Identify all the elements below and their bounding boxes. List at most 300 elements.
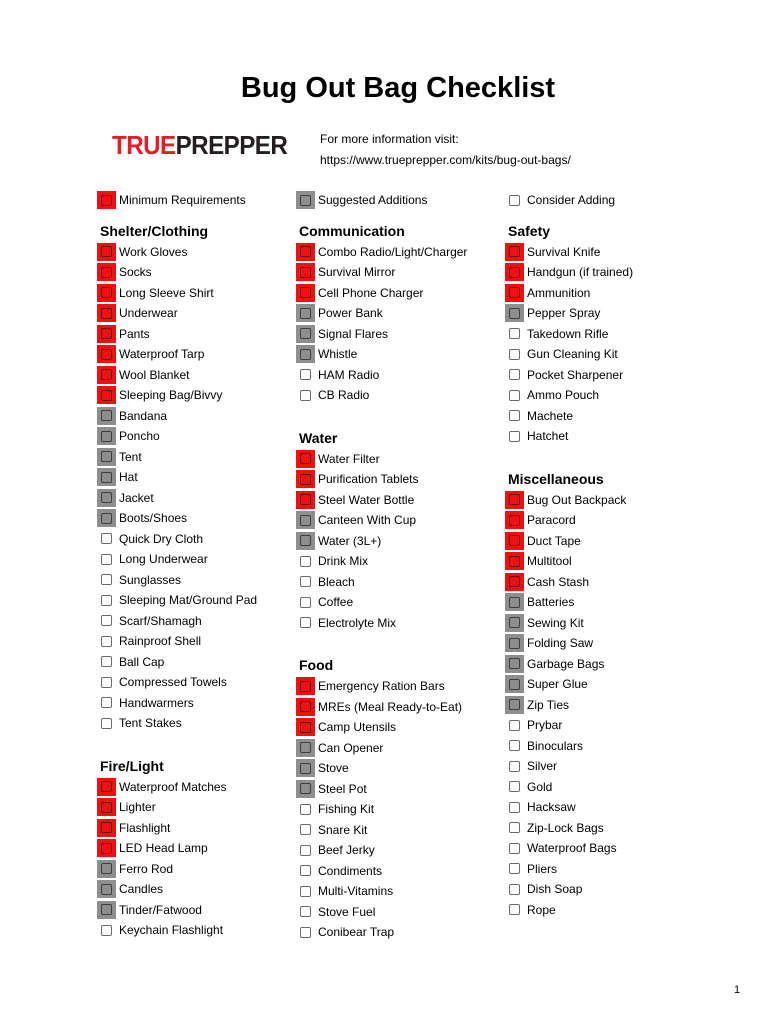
item-label: Electrolyte Mix (318, 615, 397, 630)
item-label: Consider Adding (527, 193, 616, 207)
checkbox-square-icon (509, 431, 520, 442)
checkbox-minimum[interactable] (505, 532, 524, 550)
checkbox-square-icon (101, 246, 112, 257)
checkbox-consider[interactable] (505, 798, 524, 816)
item-label: Rope (527, 902, 556, 917)
item-label: Waterproof Tarp (119, 347, 205, 361)
checkbox-suggested[interactable] (505, 634, 524, 652)
item-label: Pocket Sharpener (527, 367, 624, 382)
item-label: Work Gloves (119, 244, 188, 259)
checkbox-suggested[interactable] (505, 593, 524, 611)
item-label: Coffee (318, 595, 354, 609)
item-label: Candles (119, 882, 164, 896)
checkbox-consider[interactable] (296, 800, 315, 818)
trueprepper-logo (112, 130, 287, 161)
checkbox-suggested[interactable] (505, 614, 524, 632)
checkbox-minimum[interactable] (97, 345, 116, 363)
checkbox-square-icon (509, 390, 520, 401)
item-label: MREs (Meal Ready-to-Eat) (318, 699, 463, 714)
checkbox-square-icon (101, 843, 112, 854)
checkbox-square-icon (300, 535, 311, 546)
item-label: Hatchet (527, 429, 569, 443)
checkbox-suggested[interactable] (296, 759, 315, 777)
checkbox-square-icon (101, 822, 112, 833)
checkbox-minimum[interactable] (97, 284, 116, 302)
checkbox-consider[interactable] (97, 714, 116, 732)
checkbox-square-icon (509, 597, 520, 608)
item-label: Handgun (if trained) (527, 265, 634, 279)
item-label: Canteen With Cup (318, 513, 417, 527)
item-label: Suggested Additions (318, 193, 428, 207)
checkbox-consider[interactable] (505, 191, 524, 209)
item-label: HAM Radio (318, 367, 380, 382)
item-label: Gold (527, 779, 553, 794)
checkbox-minimum[interactable] (97, 325, 116, 343)
checkbox-minimum[interactable] (296, 677, 315, 695)
checkbox-square-icon (300, 906, 311, 917)
item-label: Cell Phone Charger (318, 285, 424, 300)
checkbox-minimum[interactable] (97, 304, 116, 322)
item-label: Tent (119, 449, 142, 464)
item-label: Hat (119, 470, 138, 484)
checkbox-square-icon (509, 761, 520, 772)
item-label: Pants (119, 326, 150, 341)
checkbox-minimum[interactable] (505, 243, 524, 261)
item-label: Hacksaw (527, 800, 576, 814)
checkbox-square-icon (300, 246, 311, 257)
checkbox-consider[interactable] (505, 386, 524, 404)
checkbox-consider[interactable] (97, 673, 116, 691)
checkbox-square-icon (300, 824, 311, 835)
item-label: Duct Tape (527, 533, 581, 548)
checkbox-square-icon (101, 431, 112, 442)
checkbox-square-icon (300, 576, 311, 587)
item-label: Camp Utensils (318, 720, 397, 734)
checkbox-consider[interactable] (505, 757, 524, 775)
checkbox-square-icon (101, 677, 112, 688)
checkbox-minimum[interactable] (97, 386, 116, 404)
checkbox-square-icon (101, 554, 112, 565)
item-label: Rainproof Shell (119, 634, 202, 648)
item-label: Quick Dry Cloth (119, 531, 204, 546)
checkbox-consider[interactable] (97, 530, 116, 548)
checkbox-consider[interactable] (505, 778, 524, 796)
checkbox-suggested[interactable] (296, 191, 315, 209)
checkbox-consider[interactable] (97, 571, 116, 589)
logo-part-prepper: PREPPER (175, 130, 288, 160)
item-label: Binoculars (527, 738, 584, 753)
checkbox-minimum[interactable] (97, 798, 116, 816)
checkbox-square-icon (300, 349, 311, 360)
checkbox-square-icon (101, 781, 112, 792)
checkbox-square-icon (101, 925, 112, 936)
item-label: Cash Stash (527, 574, 590, 589)
checkbox-square-icon (101, 533, 112, 544)
checkbox-suggested[interactable] (97, 489, 116, 507)
checkbox-minimum[interactable] (296, 243, 315, 261)
checkbox-square-icon (101, 390, 112, 401)
checkbox-suggested[interactable] (296, 345, 315, 363)
item-label: Machete (527, 408, 574, 423)
item-label: Pliers (527, 861, 558, 876)
checkbox-square-icon (300, 783, 311, 794)
item-label: Sewing Kit (527, 615, 584, 630)
checkbox-square-icon (509, 720, 520, 731)
checkbox-suggested[interactable] (97, 448, 116, 466)
page-title: Bug Out Bag Checklist (240, 72, 556, 104)
checkbox-square-icon (509, 369, 520, 380)
checkbox-square-icon (101, 328, 112, 339)
checkbox-suggested[interactable] (296, 780, 315, 798)
checkbox-consider[interactable] (505, 839, 524, 857)
item-label: Folding Saw (527, 636, 594, 650)
item-label: Jacket (119, 490, 154, 505)
item-label: Lighter (119, 800, 156, 814)
item-label: Ferro Rod (119, 861, 174, 876)
checkbox-square-icon (101, 656, 112, 667)
checkbox-square-icon (101, 718, 112, 729)
checkbox-square-icon (300, 328, 311, 339)
checkbox-square-icon (509, 246, 520, 257)
checkbox-square-icon (300, 617, 311, 628)
item-label: Bandana (119, 408, 168, 423)
checkbox-suggested[interactable] (97, 407, 116, 425)
item-label: Compressed Towels (119, 675, 227, 689)
checkbox-minimum[interactable] (296, 491, 315, 509)
item-label: Paracord (527, 513, 576, 527)
item-label: Dish Soap (527, 882, 583, 896)
checkbox-minimum[interactable] (97, 819, 116, 837)
checkbox-minimum[interactable] (505, 511, 524, 529)
checkbox-consider[interactable] (505, 325, 524, 343)
checkbox-consider[interactable] (296, 593, 315, 611)
item-label: Steel Water Bottle (318, 492, 415, 507)
checkbox-square-icon (509, 349, 520, 360)
checkbox-square-icon (101, 369, 112, 380)
checkbox-consider[interactable] (296, 614, 315, 632)
page-number: 1 (734, 984, 741, 996)
item-label: Long Sleeve Shirt (119, 285, 214, 300)
checkbox-square-icon (509, 904, 520, 915)
checkbox-minimum[interactable] (296, 450, 315, 468)
item-label: Poncho (119, 429, 160, 443)
checkbox-square-icon (101, 615, 112, 626)
item-label: Steel Pot (318, 781, 367, 796)
checkbox-square-icon (509, 802, 520, 813)
checkbox-consider[interactable] (505, 819, 524, 837)
checkbox-minimum[interactable] (97, 839, 116, 857)
checkbox-minimum[interactable] (505, 284, 524, 302)
item-label: Scarf/Shamagh (119, 613, 202, 628)
checkbox-minimum[interactable] (97, 191, 116, 209)
checkbox-square-icon (509, 308, 520, 319)
checkbox-square-icon (300, 453, 311, 464)
checkbox-consider[interactable] (97, 921, 116, 939)
item-label: Gun Cleaning Kit (527, 347, 618, 361)
checkbox-square-icon (101, 492, 112, 503)
info-text: For more information visit: (320, 132, 459, 146)
item-label: Ammunition (527, 285, 591, 300)
checkbox-square-icon (101, 884, 112, 895)
checkbox-square-icon (300, 195, 311, 206)
item-label: Wool Blanket (119, 367, 190, 382)
item-label: Waterproof Bags (527, 841, 617, 855)
checkbox-consider[interactable] (505, 345, 524, 363)
checkbox-square-icon (300, 701, 311, 712)
checkbox-minimum[interactable] (296, 263, 315, 281)
checkbox-suggested[interactable] (505, 696, 524, 714)
checkbox-square-icon (101, 595, 112, 606)
checkbox-suggested[interactable] (97, 901, 116, 919)
checkbox-square-icon (300, 804, 311, 815)
item-label: Conibear Trap (318, 925, 395, 939)
checkbox-minimum[interactable] (97, 263, 116, 281)
section-title: Fire/Light (100, 757, 164, 774)
checkbox-square-icon (101, 410, 112, 421)
item-label: Whistle (318, 347, 358, 361)
section-title: Water (299, 429, 338, 446)
checkbox-consider[interactable] (296, 552, 315, 570)
item-label: Underwear (119, 306, 178, 320)
checkbox-square-icon (101, 472, 112, 483)
checkbox-square-icon (101, 904, 112, 915)
checkbox-consider[interactable] (505, 407, 524, 425)
item-label: Socks (119, 265, 152, 279)
checkbox-square-icon (300, 474, 311, 485)
item-label: Minimum Requirements (119, 193, 246, 207)
item-label: Prybar (527, 718, 563, 732)
item-label: Purification Tablets (318, 472, 419, 486)
checkbox-minimum[interactable] (97, 366, 116, 384)
checkbox-suggested[interactable] (296, 532, 315, 550)
section-title: Communication (299, 222, 405, 239)
item-label: Snare Kit (318, 822, 368, 837)
item-label: Batteries (527, 595, 575, 609)
checkbox-suggested[interactable] (97, 468, 116, 486)
checkbox-square-icon (509, 679, 520, 690)
section-title: Shelter/Clothing (100, 222, 209, 239)
checkbox-square-icon (509, 576, 520, 587)
checkbox-square-icon (509, 195, 520, 206)
checkbox-consider[interactable] (505, 880, 524, 898)
checkbox-square-icon (509, 822, 520, 833)
checkbox-square-icon (509, 638, 520, 649)
checkbox-square-icon (509, 410, 520, 421)
checkbox-consider[interactable] (505, 427, 524, 445)
item-label: Sleeping Bag/Bivvy (119, 388, 223, 402)
checkbox-consider[interactable] (97, 653, 116, 671)
item-label: Emergency Ration Bars (318, 679, 445, 693)
checkbox-square-icon (101, 574, 112, 585)
checkbox-square-icon (509, 617, 520, 628)
checkbox-consider[interactable] (296, 386, 315, 404)
item-label: Zip Ties (527, 697, 570, 712)
item-label: Silver (527, 759, 558, 773)
info-link[interactable]: https://www.trueprepper.com/kits/bug-out-bags/ (320, 153, 571, 167)
item-label: Sunglasses (119, 572, 182, 587)
checkbox-square-icon (300, 722, 311, 733)
checkbox-minimum[interactable] (296, 284, 315, 302)
item-label: Can Opener (318, 740, 384, 755)
item-label: Survival Mirror (318, 265, 396, 279)
item-label: Super Glue (527, 677, 588, 691)
checkbox-suggested[interactable] (505, 675, 524, 693)
checkbox-suggested[interactable] (97, 427, 116, 445)
item-label: Power Bank (318, 306, 383, 320)
checkbox-consider[interactable] (505, 366, 524, 384)
checkbox-square-icon (300, 597, 311, 608)
checkbox-consider[interactable] (296, 882, 315, 900)
checkbox-square-icon (300, 845, 311, 856)
item-label: Ball Cap (119, 654, 165, 669)
checkbox-square-icon (101, 863, 112, 874)
checkbox-square-icon (509, 699, 520, 710)
checkbox-square-icon (101, 267, 112, 278)
item-label: Keychain Flashlight (119, 923, 224, 937)
checkbox-square-icon (300, 681, 311, 692)
checkbox-suggested[interactable] (296, 511, 315, 529)
checkbox-suggested[interactable] (505, 655, 524, 673)
checkbox-square-icon (509, 287, 520, 298)
checkbox-square-icon (300, 927, 311, 938)
checkbox-square-icon (101, 513, 112, 524)
checkbox-suggested[interactable] (97, 509, 116, 527)
checkbox-consider[interactable] (296, 841, 315, 859)
checkbox-square-icon (101, 195, 112, 206)
checkbox-square-icon (101, 308, 112, 319)
checkbox-consider[interactable] (296, 366, 315, 384)
checkbox-consider[interactable] (97, 694, 116, 712)
checkbox-square-icon (300, 515, 311, 526)
checkbox-suggested[interactable] (505, 304, 524, 322)
item-label: Garbage Bags (527, 656, 605, 671)
checkbox-square-icon (300, 267, 311, 278)
checkbox-square-icon (509, 267, 520, 278)
checkbox-consider[interactable] (505, 716, 524, 734)
checkbox-consider[interactable] (296, 573, 315, 591)
checkbox-square-icon (509, 740, 520, 751)
item-label: Multitool (527, 554, 572, 568)
item-label: Zip-Lock Bags (527, 820, 604, 835)
checkbox-square-icon (101, 287, 112, 298)
checkbox-suggested[interactable] (296, 325, 315, 343)
checkbox-consider[interactable] (505, 901, 524, 919)
item-label: Pepper Spray (527, 306, 601, 320)
checkbox-minimum[interactable] (505, 491, 524, 509)
item-label: Bleach (318, 574, 355, 589)
checkbox-square-icon (300, 390, 311, 401)
item-label: Water Filter (318, 451, 380, 466)
item-label: Long Underwear (119, 552, 208, 566)
checkbox-square-icon (300, 742, 311, 753)
item-label: Takedown Rifle (527, 326, 609, 341)
checkbox-square-icon (101, 451, 112, 462)
checkbox-consider[interactable] (296, 903, 315, 921)
checkbox-square-icon (300, 494, 311, 505)
checkbox-consider[interactable] (97, 591, 116, 609)
checkbox-square-icon (509, 843, 520, 854)
item-label: Beef Jerky (318, 843, 375, 857)
item-label: Stove (318, 761, 349, 775)
checkbox-square-icon (509, 515, 520, 526)
checkbox-square-icon (300, 308, 311, 319)
item-label: Tinder/Fatwood (119, 902, 202, 917)
checkbox-minimum[interactable] (296, 470, 315, 488)
item-label: LED Head Lamp (119, 841, 208, 855)
checkbox-consider[interactable] (97, 550, 116, 568)
item-label: Combo Radio/Light/Charger (318, 244, 468, 259)
section-title: Safety (508, 222, 551, 239)
item-label: Ammo Pouch (527, 388, 600, 402)
checkbox-square-icon (101, 697, 112, 708)
section-title: Miscellaneous (508, 470, 604, 487)
checkbox-square-icon (300, 865, 311, 876)
checkbox-square-icon (509, 863, 520, 874)
checkbox-square-icon (101, 349, 112, 360)
item-label: Multi-Vitamins (318, 884, 394, 898)
item-label: Waterproof Matches (119, 779, 227, 794)
checkbox-square-icon (509, 535, 520, 546)
checkbox-minimum[interactable] (505, 573, 524, 591)
checkbox-square-icon (509, 658, 520, 669)
checkbox-suggested[interactable] (296, 304, 315, 322)
checkbox-square-icon (509, 328, 520, 339)
checkbox-minimum[interactable] (296, 698, 315, 716)
checkbox-minimum[interactable] (505, 552, 524, 570)
checkbox-square-icon (101, 802, 112, 813)
checkbox-square-icon (300, 287, 311, 298)
item-label: Water (3L+) (318, 533, 382, 548)
section-title: Food (299, 657, 334, 673)
item-label: Stove Fuel (318, 904, 376, 919)
checkbox-suggested[interactable] (97, 860, 116, 878)
item-label: CB Radio (318, 388, 370, 402)
checkbox-square-icon (101, 636, 112, 647)
item-label: Survival Knife (527, 244, 601, 259)
checkbox-consider[interactable] (97, 612, 116, 630)
checkbox-minimum[interactable] (97, 778, 116, 796)
item-label: Condiments (318, 863, 383, 878)
checkbox-square-icon (509, 494, 520, 505)
checkbox-suggested[interactable] (296, 739, 315, 757)
checkbox-consider[interactable] (296, 821, 315, 839)
item-label: Sleeping Mat/Ground Pad (119, 593, 258, 607)
checkbox-square-icon (509, 556, 520, 567)
checkbox-square-icon (509, 884, 520, 895)
item-label: Tent Stakes (119, 716, 182, 730)
checkbox-square-icon (509, 781, 520, 792)
checkbox-suggested[interactable] (97, 880, 116, 898)
item-label: Bug Out Backpack (527, 492, 627, 507)
logo-part-true: TRUE (112, 130, 176, 160)
item-label: Drink Mix (318, 554, 368, 568)
checkbox-square-icon (300, 763, 311, 774)
item-label: Fishing Kit (318, 802, 375, 816)
checkbox-square-icon (300, 369, 311, 380)
checkbox-consider[interactable] (505, 737, 524, 755)
item-label: Boots/Shoes (119, 511, 188, 525)
checkbox-minimum[interactable] (296, 718, 315, 736)
checkbox-consider[interactable] (296, 923, 315, 941)
checkbox-consider[interactable] (97, 632, 116, 650)
checkbox-minimum[interactable] (505, 263, 524, 281)
checkbox-consider[interactable] (505, 860, 524, 878)
checkbox-square-icon (300, 886, 311, 897)
checkbox-minimum[interactable] (97, 243, 116, 261)
checkbox-consider[interactable] (296, 862, 315, 880)
item-label: Flashlight (119, 820, 171, 835)
checkbox-square-icon (300, 556, 311, 567)
